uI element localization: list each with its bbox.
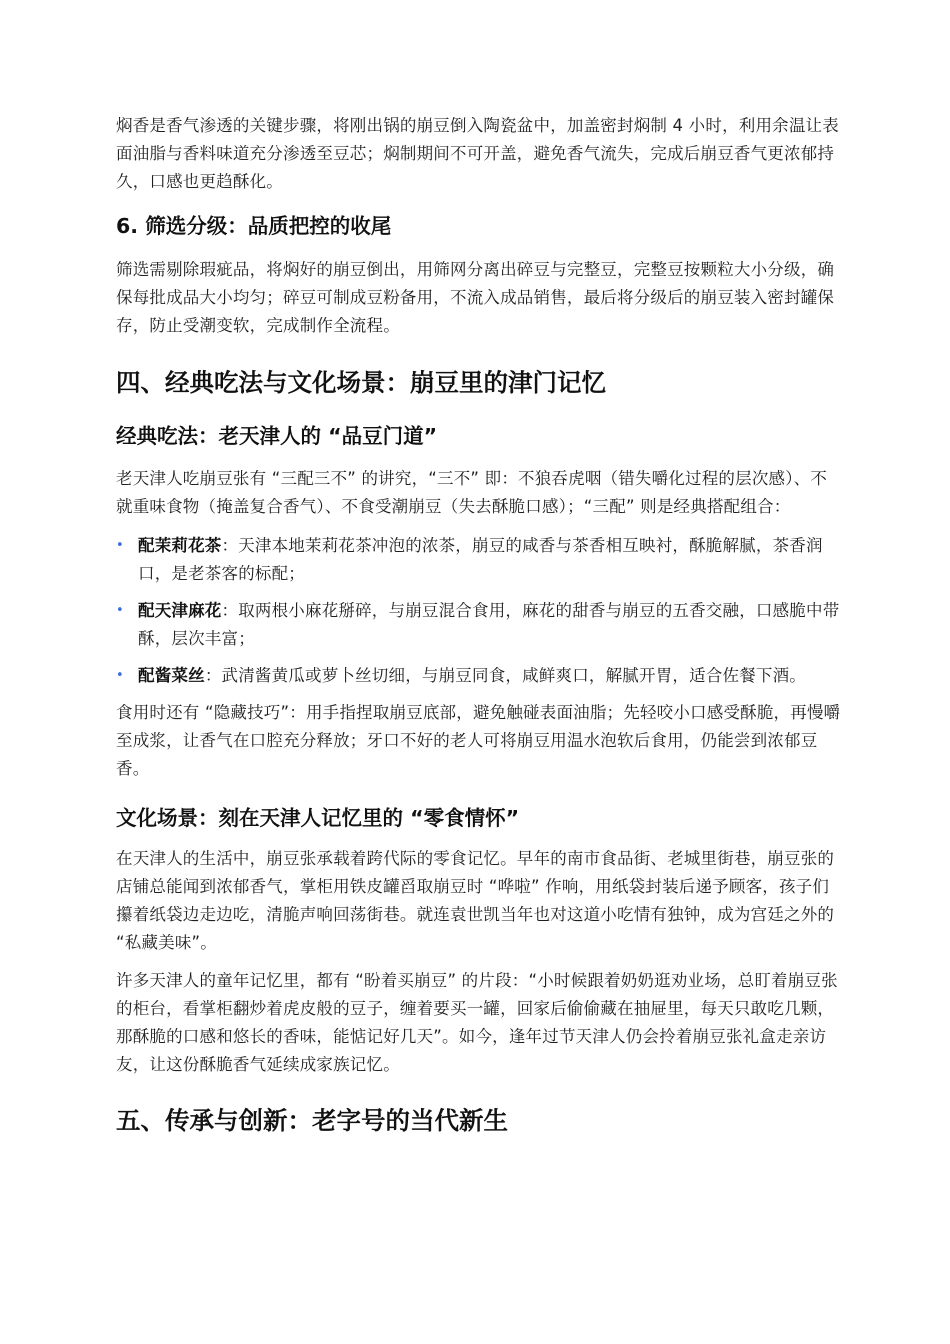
culture-paragraph-1: 在天津人的生活中，崩豆张承载着跨代际的零食记忆。早年的南市食品街、老城里街巷，崩豆张的店铺总能闻到浓郁香气，掌柜用铁皮罐舀取崩豆时 “哗啦” 作响，用纸袋封装后递予顾客，孩子们攥着纸袋边走边吃，清脆声响回荡街巷。就连袁世凯当年也对这道小吃情有独钟，成为宫廷之外的 “私藏美味”。 (116, 849, 835, 952)
sort-paragraph: 筛选需剔除瑕疵品，将焖好的崩豆倒出，用筛网分离出碎豆与完整豆，完整豆按颗粒大小分级，确保每批成品大小均匀；碎豆可制成豆粉备用，不流入成品销售，最后将分级后的崩豆装入密封罐保存，防止受潮变软，完成制作全流程。 (116, 260, 835, 335)
pairing-text: ：天津本地茉莉花茶冲泡的浓茶，崩豆的咸香与茶香相互映衬，酥脆解腻，茶香润口，是老茶客的标配； (138, 536, 823, 583)
bullet-icon: • (116, 668, 124, 683)
heading-section4: 四、经典吃法与文化场景：崩豆里的津门记忆 (116, 368, 606, 397)
document-page (116, 112, 842, 1139)
pairing-title: 配天津麻花 (138, 601, 222, 620)
list-item (116, 597, 842, 653)
list-item (116, 662, 842, 690)
heading-section5: 五、传承与创新：老字号的当代新生 (116, 1106, 508, 1135)
pairing-title: 配茉莉花茶 (138, 536, 222, 555)
bullet-icon: • (116, 603, 124, 618)
heading-step6: 6. 筛选分级：品质把控的收尾 (116, 214, 392, 238)
simmer-paragraph: 焖香是香气渗透的关键步骤，将刚出锅的崩豆倒入陶瓷盆中，加盖密封焖制 4 小时，利用余温让表面油脂与香料味道充分渗透至豆芯；焖制期间不可开盖，避免香气流失，完成后崩豆香气更浓郁持久，口感也更趋酥化。 (116, 116, 839, 191)
pairing-text: ：武清酱黄瓜或萝卜丝切细，与崩豆同食，咸鲜爽口，解腻开胃，适合佐餐下酒。 (204, 666, 807, 685)
bullet-icon: • (116, 538, 124, 553)
eating-intro-paragraph: 老天津人吃崩豆张有 “三配三不” 的讲究，“三不” 即：不狼吞虎咽（错失嚼化过程的层次感）、不就重味食物（掩盖复合香气）、不食受潮崩豆（失去酥脆口感）；“三配” 则是经典搭配组合： (116, 469, 828, 516)
tips-paragraph: 食用时还有 “隐藏技巧”：用手指捏取崩豆底部，避免触碰表面油脂；先轻咬小口感受酥脆，再慢嚼至成浆，让香气在口腔充分释放；牙口不好的老人可将崩豆用温水泡软后食用，仍能尝到浓郁豆香。 (116, 703, 841, 778)
pairing-text: ：取两根小麻花掰碎，与崩豆混合食用，麻花的甜香与崩豆的五香交融，口感脆中带酥，层次丰富； (138, 601, 840, 648)
heading-classic-eating: 经典吃法：老天津人的 “品豆门道” (116, 424, 438, 448)
pairing-title: 配酱菜丝 (138, 666, 205, 685)
list-item (116, 532, 842, 588)
heading-culture-scene: 文化场景：刻在天津人记忆里的 “零食情怀” (116, 806, 520, 830)
culture-paragraph-2: 许多天津人的童年记忆里，都有 “盼着买崩豆” 的片段：“小时候跟着奶奶逛劝业场，总盯着崩豆张的柜台，看掌柜翻炒着虎皮般的豆子，缠着要买一罐，回家后偷偷藏在抽屉里，每天只敢吃几颗，那酥脆的口感和悠长的香味，能惦记好几天”。如今，逢年过节天津人仍会拎着崩豆张礼盒走亲访友，让这份酥脆香气延续成家族记忆。 (116, 971, 838, 1074)
pairing-list (116, 532, 842, 690)
